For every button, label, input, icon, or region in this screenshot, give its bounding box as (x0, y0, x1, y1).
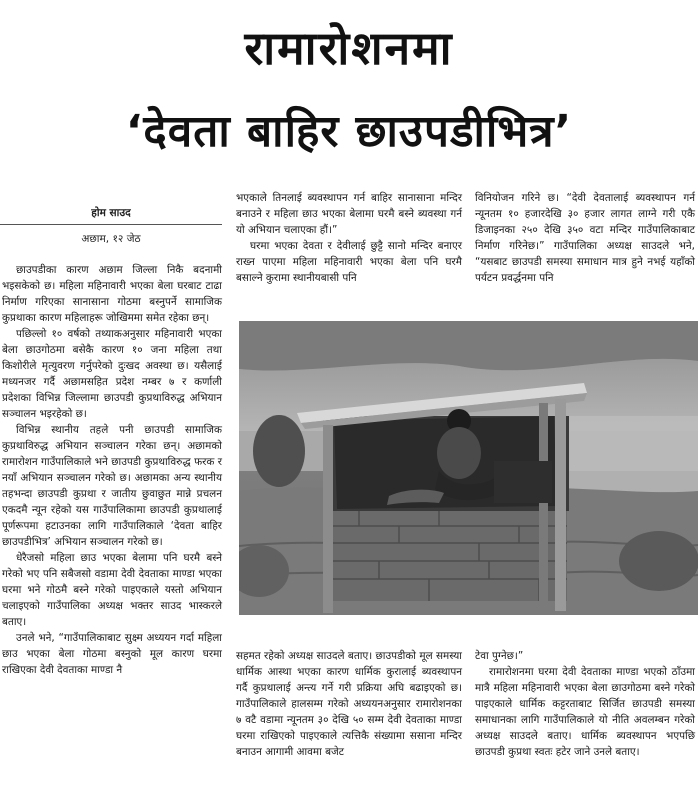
paragraph: विनियोजन गरिने छ। “देवी देवतालाई ब्यवस्थापन गर्न न्यूनतम १० हजारदेखि ३० हजार लागत लाग्ने गरी एकै डिजाइनका २५० देखि ३५० वटा मन्दिर गाउँपालिकाबाट निर्माण गरिनेछ।” गाउँपालिका अध्यक्ष साउदले भने, “यसबाट छाउपडी समस्या समाधान मात्र हुने नभई यहाँको पर्यटन प्रवर्द्धनमा पनि (475, 192, 695, 284)
dateline: अछाम, १२ जेठ (81, 233, 141, 245)
article-column-2-top (236, 190, 462, 286)
paragraph: छाउपडीका कारण अछाम जिल्ला निकै बदनामी भइसकेको छ। महिला महिनावारी भएका बेला घरबाट टाढा निर्माण गरिएका सानासाना गोठमा बस्नुपर्ने सामाजिक कुप्रथाका कारण महिलाहरू जोखिममा समेत रहेका छन्। (2, 264, 222, 324)
headline-line-2: ‘देवता बाहिर छाउपडीभित्र’ (125, 106, 573, 157)
paragraph: उनले भने, “गाउँपालिकाबाट सुक्ष्म अध्ययन गर्दा महिला छाउ भएका बेला गोठमा बस्नुको मूल कारण घरमा राखिएका देवी देवताका माण्डा नै (2, 632, 222, 676)
paragraph: रामारोशनमा घरमा देवी देवताका माण्डा भएको ठाँउमा मात्रै महिला महिनावारी भएका बेला छाउगोठमा बस्ने गरेको पाइएकाले धार्मिक कट्टरताबाट सिर्जित छाउपडी समस्या समाधानका लागि गाउँपालिकाले यो नीति अवलम्बन गरेको अध्यक्ष साउदले बताए। धार्मिक ब्यवस्थापन भएपछि छाउपडी कुप्रथा स्वतः हटेर जाने उनले बताए। (475, 666, 695, 758)
paragraph: टेवा पुग्नेछ।” (475, 650, 524, 662)
article-column-1 (2, 262, 222, 678)
paragraph: विभिन्न स्थानीय तहले पनी छाउपडी सामाजिक कुप्रथाविरुद्ध अभियान सञ्चालन गरेका छन्। अछामको रामारोशन गाउँपालिकाले भने छाउपडी कुप्रथाविरुद्ध फरक र नयाँ अभियान सञ्चालन गरेको छ। अछामका अन्य स्थानीय तहभन्दा छाउपडी कुप्रथा र जातीय छुवाछुत मान्ने प्रचलन एकदमै न्यून रहेको यस गाउँपालिकामा छाउपडी कुप्रथालाई पूर्णरूपमा हटाउनका लागि गाउँपालिकाले ‘देवता बाहिर छाउपडीभित्र’ अभियान सञ्चालन गरेको छ। (2, 424, 222, 548)
author-byline: होम साउद (91, 207, 131, 219)
headline-line-1: रामारोशनमा (244, 21, 454, 75)
chhaupadi-shed-photo (239, 321, 698, 615)
article-column-3-top (475, 190, 695, 286)
paragraph: पछिल्लो १० वर्षको तथ्याकअनुसार महिनावारी भएका बेला छाउगोठमा बसेकै कारण १० जना महिला तथा किशोरीले मृत्युवरण गर्नुपरेको दुःखद अवस्था छ। यसैलाई मध्यनजर गर्दै अछामसहित प्रदेश नम्बर ७ र कर्णाली प्रदेशका विभिन्न जिल्लामा छाउपडी कुप्रथाविरुद्ध अभियान सञ्चालन भइरहेको छ। (2, 328, 222, 420)
paragraph: भएकाले तिनलाई ब्यवस्थापन गर्न बाहिर सानासाना मन्दिर बनाउने र महिला छाउ भएका बेलामा घरमै बस्ने ब्यवस्था गर्न यो अभियान चलाएका हौं।” (236, 192, 462, 236)
article-photo (239, 321, 698, 615)
paragraph: सहमत रहेको अध्यक्ष साउदले बताए। छाउपडीको मूल समस्या धार्मिक आस्था भएका कारण धार्मिक कुरालाई ब्यवस्थापन गर्दै कुप्रथालाई अन्त्य गर्ने गरी प्रक्रिया अघि बढाइएको छ। गाउँपालिकाले हालसम्म गरेको अध्ययनअनुसार रामारोशनका ७ वटै वडामा न्यूनतम ३० देखि ५० सम्म देवी देवताका माण्डा घरमा राखिएको पाइएकाले त्यत्तिकै संख्यामा ससाना मन्दिर बनाउन आगामी आवमा बजेट (236, 650, 462, 758)
article-column-3-bottom (475, 648, 695, 760)
paragraph: घरमा भएका देवता र देवीलाई छुट्टै सानो मन्दिर बनाएर राख्न पाएमा महिला महिनावारी भएका बेला पनि घरमै बसाल्ने कुरामा स्थानीयबासी पनि (236, 240, 462, 284)
byline-divider (0, 224, 222, 225)
article-column-2-bottom (236, 648, 462, 760)
paragraph: धेरैजसो महिला छाउ भएका बेलामा पनि घरमै बस्ने गरेको भए पनि सबैजसो वडामा देवी देवताका माण्डा भएका घरमा भने गोठमै बस्ने गरेको पाइएकाले यस्तो अभियान चलाइएको गाउँपालिका अध्यक्ष भक्तर साउद भास्करले बताए। (2, 552, 222, 628)
